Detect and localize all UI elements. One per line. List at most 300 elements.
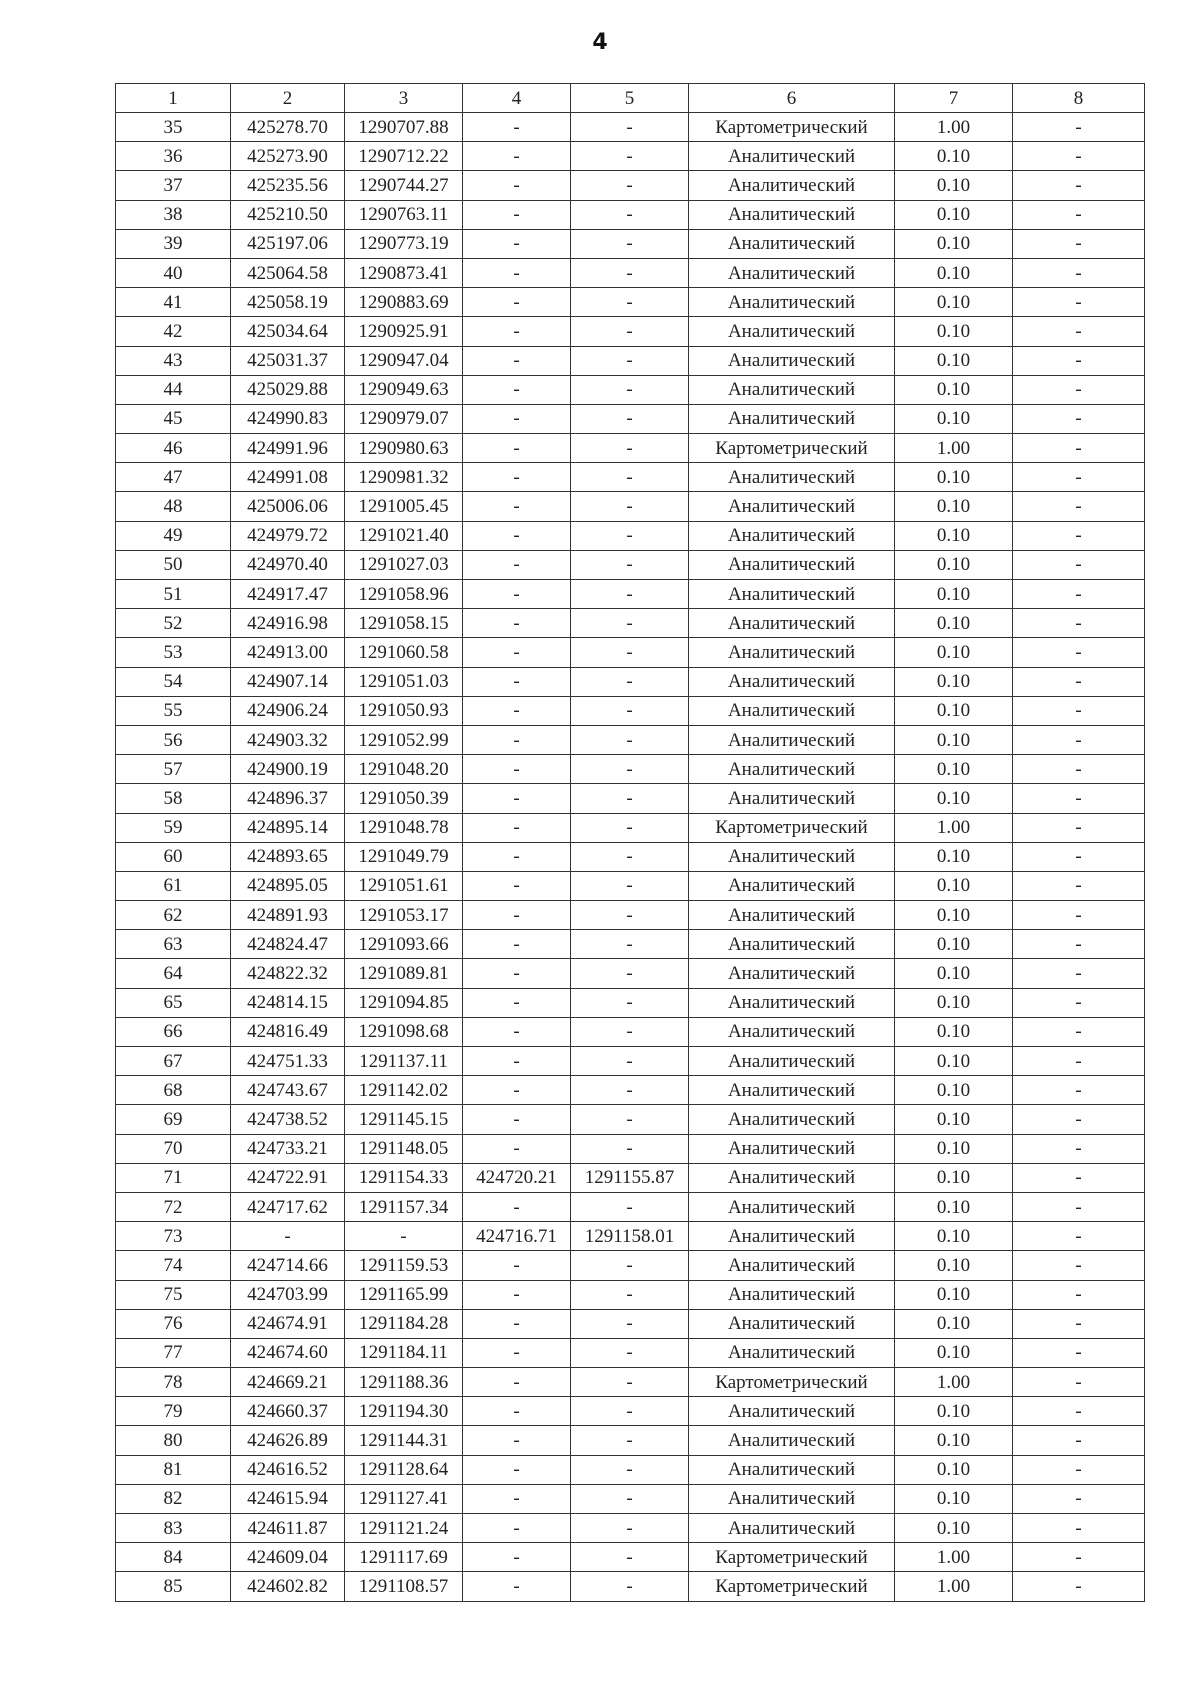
y-alt-coordinate-cell: -	[571, 609, 689, 638]
table-row	[116, 434, 1145, 463]
table-row	[116, 667, 1145, 696]
method-cell: Аналитический	[689, 1397, 895, 1426]
table-row	[116, 346, 1145, 375]
method-cell: Аналитический	[689, 842, 895, 871]
y-alt-coordinate-cell: -	[571, 1514, 689, 1543]
accuracy-cell: 0.10	[895, 346, 1013, 375]
note-cell: -	[1013, 1105, 1145, 1134]
accuracy-cell: 0.10	[895, 200, 1013, 229]
x-coordinate-cell: 424615.94	[231, 1484, 345, 1513]
x-alt-coordinate-cell: -	[463, 346, 571, 375]
x-coordinate-cell: 424674.91	[231, 1309, 345, 1338]
note-cell: -	[1013, 1543, 1145, 1572]
x-coordinate-cell: 425235.56	[231, 171, 345, 200]
accuracy-cell: 0.10	[895, 1076, 1013, 1105]
accuracy-cell: 0.10	[895, 1134, 1013, 1163]
method-cell: Картометрический	[689, 1368, 895, 1397]
method-cell: Аналитический	[689, 492, 895, 521]
x-alt-coordinate-cell: -	[463, 871, 571, 900]
method-cell: Аналитический	[689, 1251, 895, 1280]
note-cell: -	[1013, 1338, 1145, 1367]
y-alt-coordinate-cell: 1291158.01	[571, 1222, 689, 1251]
y-alt-coordinate-cell: -	[571, 1076, 689, 1105]
table-row	[116, 930, 1145, 959]
accuracy-cell: 0.10	[895, 142, 1013, 171]
point-number-cell: 64	[116, 959, 231, 988]
table-row	[116, 813, 1145, 842]
accuracy-cell: 1.00	[895, 1368, 1013, 1397]
table-row	[116, 755, 1145, 784]
point-number-cell: 39	[116, 229, 231, 258]
point-number-cell: 36	[116, 142, 231, 171]
x-alt-coordinate-cell: -	[463, 1134, 571, 1163]
method-cell: Аналитический	[689, 609, 895, 638]
accuracy-cell: 0.10	[895, 609, 1013, 638]
point-number-cell: 35	[116, 113, 231, 142]
x-alt-coordinate-cell: -	[463, 404, 571, 433]
x-alt-coordinate-cell: -	[463, 580, 571, 609]
table-row	[116, 871, 1145, 900]
y-coordinate-cell: 1291021.40	[345, 521, 463, 550]
column-header: 3	[345, 84, 463, 113]
note-cell: -	[1013, 463, 1145, 492]
y-coordinate-cell: 1290981.32	[345, 463, 463, 492]
table-row	[116, 1426, 1145, 1455]
y-coordinate-cell: 1290773.19	[345, 229, 463, 258]
y-alt-coordinate-cell: -	[571, 229, 689, 258]
table-row	[116, 1076, 1145, 1105]
method-cell: Аналитический	[689, 580, 895, 609]
table-row	[116, 959, 1145, 988]
x-alt-coordinate-cell: -	[463, 755, 571, 784]
note-cell: -	[1013, 492, 1145, 521]
accuracy-cell: 0.10	[895, 667, 1013, 696]
point-number-cell: 48	[116, 492, 231, 521]
y-alt-coordinate-cell: -	[571, 696, 689, 725]
table-body	[116, 113, 1145, 1602]
x-coordinate-cell: 424979.72	[231, 521, 345, 550]
method-cell: Аналитический	[689, 1192, 895, 1221]
accuracy-cell: 0.10	[895, 725, 1013, 754]
y-alt-coordinate-cell: -	[571, 842, 689, 871]
method-cell: Аналитический	[689, 1134, 895, 1163]
point-number-cell: 70	[116, 1134, 231, 1163]
accuracy-cell: 0.10	[895, 492, 1013, 521]
note-cell: -	[1013, 1163, 1145, 1192]
coordinates-table	[115, 83, 1145, 1602]
x-alt-coordinate-cell: -	[463, 375, 571, 404]
x-coordinate-cell: 424743.67	[231, 1076, 345, 1105]
x-alt-coordinate-cell: -	[463, 959, 571, 988]
note-cell: -	[1013, 609, 1145, 638]
accuracy-cell: 0.10	[895, 521, 1013, 550]
x-coordinate-cell: 424717.62	[231, 1192, 345, 1221]
x-alt-coordinate-cell: -	[463, 988, 571, 1017]
method-cell: Аналитический	[689, 930, 895, 959]
method-cell: Аналитический	[689, 142, 895, 171]
note-cell: -	[1013, 988, 1145, 1017]
x-coordinate-cell: 424990.83	[231, 404, 345, 433]
accuracy-cell: 0.10	[895, 1338, 1013, 1367]
accuracy-cell: 0.10	[895, 1192, 1013, 1221]
y-coordinate-cell: 1291108.57	[345, 1572, 463, 1601]
x-alt-coordinate-cell: -	[463, 317, 571, 346]
y-alt-coordinate-cell: -	[571, 813, 689, 842]
accuracy-cell: 0.10	[895, 1105, 1013, 1134]
y-alt-coordinate-cell: -	[571, 258, 689, 287]
y-coordinate-cell: 1291049.79	[345, 842, 463, 871]
method-cell: Аналитический	[689, 346, 895, 375]
x-coordinate-cell: 424669.21	[231, 1368, 345, 1397]
x-alt-coordinate-cell: -	[463, 113, 571, 142]
point-number-cell: 67	[116, 1047, 231, 1076]
accuracy-cell: 0.10	[895, 229, 1013, 258]
column-header: 4	[463, 84, 571, 113]
accuracy-cell: 0.10	[895, 784, 1013, 813]
x-coordinate-cell: 425031.37	[231, 346, 345, 375]
table-row	[116, 1105, 1145, 1134]
point-number-cell: 56	[116, 725, 231, 754]
x-alt-coordinate-cell: -	[463, 667, 571, 696]
note-cell: -	[1013, 755, 1145, 784]
x-coordinate-cell: 425006.06	[231, 492, 345, 521]
note-cell: -	[1013, 346, 1145, 375]
accuracy-cell: 0.10	[895, 1280, 1013, 1309]
note-cell: -	[1013, 229, 1145, 258]
x-alt-coordinate-cell: -	[463, 1047, 571, 1076]
method-cell: Картометрический	[689, 113, 895, 142]
point-number-cell: 76	[116, 1309, 231, 1338]
method-cell: Картометрический	[689, 1543, 895, 1572]
y-coordinate-cell: 1290947.04	[345, 346, 463, 375]
point-number-cell: 44	[116, 375, 231, 404]
table-row	[116, 1017, 1145, 1046]
table-row	[116, 580, 1145, 609]
table-row	[116, 1338, 1145, 1367]
table-row	[116, 1572, 1145, 1601]
y-coordinate-cell: 1291137.11	[345, 1047, 463, 1076]
y-alt-coordinate-cell: -	[571, 667, 689, 696]
point-number-cell: 71	[116, 1163, 231, 1192]
y-coordinate-cell: 1291098.68	[345, 1017, 463, 1046]
method-cell: Аналитический	[689, 288, 895, 317]
accuracy-cell: 0.10	[895, 1047, 1013, 1076]
x-alt-coordinate-cell: -	[463, 1192, 571, 1221]
x-alt-coordinate-cell: -	[463, 696, 571, 725]
method-cell: Аналитический	[689, 1105, 895, 1134]
y-alt-coordinate-cell: -	[571, 1017, 689, 1046]
x-coordinate-cell: 424609.04	[231, 1543, 345, 1572]
x-coordinate-cell: 424602.82	[231, 1572, 345, 1601]
note-cell: -	[1013, 959, 1145, 988]
y-coordinate-cell: 1291051.03	[345, 667, 463, 696]
y-alt-coordinate-cell: -	[571, 434, 689, 463]
x-coordinate-cell: 424611.87	[231, 1514, 345, 1543]
accuracy-cell: 0.10	[895, 1309, 1013, 1338]
note-cell: -	[1013, 288, 1145, 317]
x-alt-coordinate-cell: 424720.21	[463, 1163, 571, 1192]
note-cell: -	[1013, 1514, 1145, 1543]
note-cell: -	[1013, 638, 1145, 667]
point-number-cell: 83	[116, 1514, 231, 1543]
method-cell: Аналитический	[689, 1047, 895, 1076]
table-row	[116, 1543, 1145, 1572]
table-row	[116, 1222, 1145, 1251]
x-coordinate-cell: 424895.05	[231, 871, 345, 900]
note-cell: -	[1013, 1017, 1145, 1046]
accuracy-cell: 0.10	[895, 842, 1013, 871]
method-cell: Аналитический	[689, 1076, 895, 1105]
table-row	[116, 200, 1145, 229]
y-alt-coordinate-cell: -	[571, 1397, 689, 1426]
x-alt-coordinate-cell: -	[463, 550, 571, 579]
accuracy-cell: 0.10	[895, 638, 1013, 667]
accuracy-cell: 0.10	[895, 1484, 1013, 1513]
note-cell: -	[1013, 1192, 1145, 1221]
x-coordinate-cell: 424751.33	[231, 1047, 345, 1076]
y-coordinate-cell: 1291165.99	[345, 1280, 463, 1309]
method-cell: Аналитический	[689, 171, 895, 200]
method-cell: Аналитический	[689, 667, 895, 696]
x-alt-coordinate-cell: -	[463, 1426, 571, 1455]
note-cell: -	[1013, 258, 1145, 287]
accuracy-cell: 0.10	[895, 317, 1013, 346]
note-cell: -	[1013, 317, 1145, 346]
y-coordinate-cell: 1291188.36	[345, 1368, 463, 1397]
y-alt-coordinate-cell: -	[571, 959, 689, 988]
x-coordinate-cell: 424891.93	[231, 901, 345, 930]
accuracy-cell: 1.00	[895, 1572, 1013, 1601]
x-coordinate-cell: 424733.21	[231, 1134, 345, 1163]
method-cell: Картометрический	[689, 1572, 895, 1601]
y-coordinate-cell: 1291050.39	[345, 784, 463, 813]
table-row	[116, 317, 1145, 346]
point-number-cell: 59	[116, 813, 231, 842]
point-number-cell: 47	[116, 463, 231, 492]
table-row	[116, 1397, 1145, 1426]
point-number-cell: 63	[116, 930, 231, 959]
x-coordinate-cell: 424893.65	[231, 842, 345, 871]
note-cell: -	[1013, 113, 1145, 142]
column-header: 8	[1013, 84, 1145, 113]
column-header: 6	[689, 84, 895, 113]
x-alt-coordinate-cell: -	[463, 434, 571, 463]
x-coordinate-cell: 425058.19	[231, 288, 345, 317]
x-alt-coordinate-cell: -	[463, 463, 571, 492]
note-cell: -	[1013, 1397, 1145, 1426]
method-cell: Аналитический	[689, 725, 895, 754]
note-cell: -	[1013, 521, 1145, 550]
accuracy-cell: 0.10	[895, 959, 1013, 988]
accuracy-cell: 1.00	[895, 813, 1013, 842]
point-number-cell: 40	[116, 258, 231, 287]
table-row	[116, 229, 1145, 258]
x-alt-coordinate-cell: -	[463, 1455, 571, 1484]
accuracy-cell: 0.10	[895, 288, 1013, 317]
table-row	[116, 375, 1145, 404]
point-number-cell: 51	[116, 580, 231, 609]
table-row	[116, 521, 1145, 550]
method-cell: Аналитический	[689, 404, 895, 433]
table-row	[116, 1163, 1145, 1192]
method-cell: Аналитический	[689, 1455, 895, 1484]
method-cell: Аналитический	[689, 1426, 895, 1455]
note-cell: -	[1013, 1484, 1145, 1513]
y-alt-coordinate-cell: -	[571, 1251, 689, 1280]
y-coordinate-cell: 1291048.20	[345, 755, 463, 784]
y-coordinate-cell: 1291194.30	[345, 1397, 463, 1426]
method-cell: Аналитический	[689, 1514, 895, 1543]
x-alt-coordinate-cell: -	[463, 725, 571, 754]
accuracy-cell: 0.10	[895, 1017, 1013, 1046]
x-coordinate-cell: -	[231, 1222, 345, 1251]
x-coordinate-cell: 424816.49	[231, 1017, 345, 1046]
point-number-cell: 80	[116, 1426, 231, 1455]
x-coordinate-cell: 425210.50	[231, 200, 345, 229]
y-coordinate-cell: 1291144.31	[345, 1426, 463, 1455]
x-coordinate-cell: 424991.96	[231, 434, 345, 463]
note-cell: -	[1013, 842, 1145, 871]
note-cell: -	[1013, 404, 1145, 433]
accuracy-cell: 0.10	[895, 871, 1013, 900]
note-cell: -	[1013, 375, 1145, 404]
x-alt-coordinate-cell: -	[463, 200, 571, 229]
x-coordinate-cell: 424703.99	[231, 1280, 345, 1309]
table-row	[116, 725, 1145, 754]
accuracy-cell: 0.10	[895, 901, 1013, 930]
method-cell: Аналитический	[689, 550, 895, 579]
y-alt-coordinate-cell: -	[571, 375, 689, 404]
note-cell: -	[1013, 871, 1145, 900]
note-cell: -	[1013, 171, 1145, 200]
column-header: 2	[231, 84, 345, 113]
table-row	[116, 492, 1145, 521]
note-cell: -	[1013, 784, 1145, 813]
point-number-cell: 55	[116, 696, 231, 725]
y-alt-coordinate-cell: -	[571, 580, 689, 609]
x-alt-coordinate-cell: -	[463, 521, 571, 550]
x-coordinate-cell: 425197.06	[231, 229, 345, 258]
method-cell: Аналитический	[689, 463, 895, 492]
accuracy-cell: 0.10	[895, 1163, 1013, 1192]
table-row	[116, 113, 1145, 142]
note-cell: -	[1013, 1368, 1145, 1397]
accuracy-cell: 0.10	[895, 375, 1013, 404]
x-coordinate-cell: 424903.32	[231, 725, 345, 754]
y-alt-coordinate-cell: -	[571, 1280, 689, 1309]
note-cell: -	[1013, 142, 1145, 171]
note-cell: -	[1013, 1251, 1145, 1280]
point-number-cell: 73	[116, 1222, 231, 1251]
note-cell: -	[1013, 1309, 1145, 1338]
method-cell: Аналитический	[689, 1280, 895, 1309]
method-cell: Аналитический	[689, 317, 895, 346]
accuracy-cell: 0.10	[895, 404, 1013, 433]
point-number-cell: 53	[116, 638, 231, 667]
y-alt-coordinate-cell: -	[571, 200, 689, 229]
accuracy-cell: 0.10	[895, 988, 1013, 1017]
x-alt-coordinate-cell: -	[463, 1543, 571, 1572]
table-row	[116, 901, 1145, 930]
accuracy-cell: 0.10	[895, 1397, 1013, 1426]
point-number-cell: 42	[116, 317, 231, 346]
y-alt-coordinate-cell: -	[571, 638, 689, 667]
method-cell: Картометрический	[689, 813, 895, 842]
y-coordinate-cell: 1291058.96	[345, 580, 463, 609]
note-cell: -	[1013, 930, 1145, 959]
x-coordinate-cell: 425273.90	[231, 142, 345, 171]
x-alt-coordinate-cell: -	[463, 1514, 571, 1543]
y-coordinate-cell: 1291159.53	[345, 1251, 463, 1280]
method-cell: Аналитический	[689, 521, 895, 550]
y-coordinate-cell: 1290980.63	[345, 434, 463, 463]
table-row	[116, 638, 1145, 667]
x-coordinate-cell: 425029.88	[231, 375, 345, 404]
y-coordinate-cell: 1291184.11	[345, 1338, 463, 1367]
y-coordinate-cell: 1290712.22	[345, 142, 463, 171]
accuracy-cell: 0.10	[895, 580, 1013, 609]
table-row	[116, 142, 1145, 171]
method-cell: Аналитический	[689, 1163, 895, 1192]
y-alt-coordinate-cell: -	[571, 755, 689, 784]
y-coordinate-cell: 1291128.64	[345, 1455, 463, 1484]
y-coordinate-cell: 1290883.69	[345, 288, 463, 317]
y-coordinate-cell: 1291094.85	[345, 988, 463, 1017]
x-coordinate-cell: 424738.52	[231, 1105, 345, 1134]
x-alt-coordinate-cell: -	[463, 930, 571, 959]
y-coordinate-cell: 1291142.02	[345, 1076, 463, 1105]
table-row	[116, 1514, 1145, 1543]
table-row	[116, 1192, 1145, 1221]
note-cell: -	[1013, 1426, 1145, 1455]
x-coordinate-cell: 424626.89	[231, 1426, 345, 1455]
y-alt-coordinate-cell: -	[571, 463, 689, 492]
method-cell: Аналитический	[689, 200, 895, 229]
accuracy-cell: 0.10	[895, 550, 1013, 579]
table-row	[116, 550, 1145, 579]
x-alt-coordinate-cell: -	[463, 638, 571, 667]
table-row	[116, 1484, 1145, 1513]
y-alt-coordinate-cell: -	[571, 521, 689, 550]
y-alt-coordinate-cell: -	[571, 725, 689, 754]
accuracy-cell: 0.10	[895, 1514, 1013, 1543]
point-number-cell: 77	[116, 1338, 231, 1367]
y-alt-coordinate-cell: -	[571, 988, 689, 1017]
point-number-cell: 74	[116, 1251, 231, 1280]
note-cell: -	[1013, 580, 1145, 609]
method-cell: Аналитический	[689, 1017, 895, 1046]
table-row	[116, 696, 1145, 725]
note-cell: -	[1013, 901, 1145, 930]
method-cell: Аналитический	[689, 375, 895, 404]
x-alt-coordinate-cell: -	[463, 1368, 571, 1397]
method-cell: Аналитический	[689, 258, 895, 287]
y-alt-coordinate-cell: -	[571, 1192, 689, 1221]
x-coordinate-cell: 424616.52	[231, 1455, 345, 1484]
point-number-cell: 62	[116, 901, 231, 930]
y-coordinate-cell: 1291089.81	[345, 959, 463, 988]
note-cell: -	[1013, 696, 1145, 725]
note-cell: -	[1013, 1572, 1145, 1601]
y-alt-coordinate-cell: -	[571, 1426, 689, 1455]
x-coordinate-cell: 425278.70	[231, 113, 345, 142]
table-row	[116, 1280, 1145, 1309]
note-cell: -	[1013, 434, 1145, 463]
table-row	[116, 1134, 1145, 1163]
x-alt-coordinate-cell: -	[463, 229, 571, 258]
table-row	[116, 1047, 1145, 1076]
note-cell: -	[1013, 1222, 1145, 1251]
